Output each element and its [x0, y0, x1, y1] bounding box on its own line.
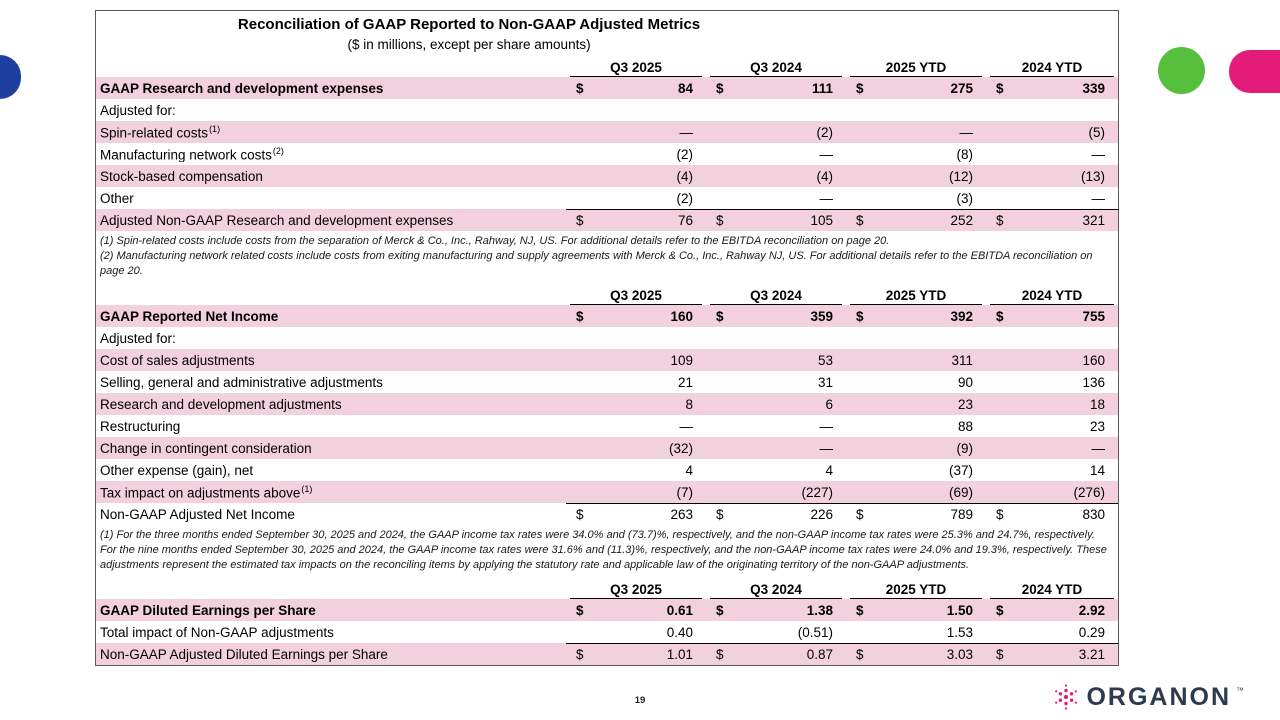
currency-symbol: $: [856, 507, 864, 522]
amount-value: (37): [948, 462, 973, 478]
amount-cell: [846, 437, 986, 459]
currency-symbol: $: [996, 308, 1004, 324]
row-label: [96, 124, 566, 141]
amount-cell: [986, 621, 1118, 643]
amount-value: 53: [817, 352, 833, 368]
table-row: [96, 187, 1118, 209]
amount-value: (7): [676, 484, 693, 500]
trademark-symbol: ™: [1236, 686, 1244, 695]
amount-cell: [706, 371, 846, 393]
amount-value: 105: [810, 213, 833, 228]
organon-logo: [1051, 682, 1244, 712]
amount-value: 1.53: [946, 624, 973, 640]
currency-symbol: $: [716, 602, 724, 618]
amount-cell: [566, 599, 706, 621]
column-header-label: 2025 YTD: [885, 582, 947, 597]
row-label: [96, 103, 566, 118]
amount-value: 252: [950, 213, 973, 228]
column-header-label: 2025 YTD: [885, 288, 947, 303]
table-row: [96, 415, 1118, 437]
table-row: [96, 621, 1118, 643]
footnote: (1) For the three months ended September 30, 2025 and 2024, the GAAP income tax rates were 34.0% and (73.7)%, respectively, and the non-GAAP income tax rates were 25.3% and 24.7%, respectively. For the nine months ended September 30, 2025 and 2024, the GAAP income tax rates were 31.6% and (11.3)%, respectively, and the non-GAAP income tax rates were 24.0% and 19.3%, respectively. These adjustments represent the estimated tax impacts on the reconciling items by applying the statutory rate and applicable law of the originating territory of the non-GAAP adjustments.: [100, 529, 1107, 571]
currency-symbol: $: [996, 213, 1004, 228]
column-header-label: 2024 YTD: [1021, 288, 1083, 303]
currency-symbol: $: [576, 213, 584, 228]
amount-cell: [566, 349, 706, 371]
table-row: [96, 327, 1118, 349]
reconciliation-table: [95, 10, 1119, 666]
amount-value: 226: [810, 507, 833, 522]
amount-value: (9): [956, 440, 973, 456]
amount-value: (32): [668, 440, 693, 456]
amount-cell: [706, 415, 846, 437]
amount-value: (4): [816, 168, 833, 184]
footnotes: [96, 525, 1118, 577]
amount-cell: [846, 327, 986, 349]
amount-cell: [846, 121, 986, 143]
amount-value: —: [1091, 190, 1105, 206]
table-row: [96, 305, 1118, 327]
amount-value: —: [679, 418, 693, 434]
decorative-blue-halfcircle: [0, 55, 21, 99]
amount-cell: [706, 481, 846, 503]
row-label: [96, 397, 566, 412]
amount-cell: [566, 143, 706, 165]
amount-cell: [566, 371, 706, 393]
column-header-row: [96, 283, 1118, 305]
currency-symbol: $: [856, 80, 864, 96]
row-label-text: Non-GAAP Adjusted Net Income: [100, 506, 295, 522]
currency-symbol: $: [856, 647, 864, 662]
amount-cell: [846, 99, 986, 121]
column-header: [990, 577, 1114, 599]
amount-cell: [566, 187, 706, 209]
amount-value: —: [959, 124, 973, 140]
amount-cell: [706, 305, 846, 327]
amount-value: (2): [676, 190, 693, 206]
amount-value: 0.61: [666, 602, 693, 618]
row-label: [96, 375, 566, 390]
row-label-text: Restructuring: [100, 418, 181, 434]
amount-cell: [566, 621, 706, 643]
row-label-text: Adjusted for:: [100, 330, 176, 346]
table-row: [96, 393, 1118, 415]
amount-value: 76: [677, 213, 693, 228]
table-row: [96, 349, 1118, 371]
amount-cell: [706, 77, 846, 99]
currency-symbol: $: [856, 308, 864, 324]
organon-wordmark: ORGANON: [1086, 682, 1231, 711]
amount-value: (3): [956, 190, 973, 206]
footnote: (2) Manufacturing network related costs include costs from exiting manufacturing and supply agreements with Merck & Co., Inc., Rahway NJ, US. For additional details refer to the EBITDA reconciliation on page 20.: [100, 250, 1093, 277]
currency-symbol: $: [576, 80, 584, 96]
row-label: [96, 484, 566, 501]
amount-cell: [846, 349, 986, 371]
decorative-pink-shape: [1229, 50, 1280, 93]
table-row: [96, 371, 1118, 393]
amount-value: 14: [1089, 462, 1105, 478]
row-label-text: Manufacturing network costs: [100, 147, 272, 163]
column-header: [710, 577, 842, 599]
currency-symbol: $: [996, 507, 1004, 522]
amount-value: 111: [811, 80, 833, 96]
currency-symbol: $: [716, 80, 724, 96]
column-header-label: 2025 YTD: [885, 60, 947, 75]
table-row: [96, 459, 1118, 481]
column-header: [570, 283, 702, 305]
amount-value: (227): [801, 484, 833, 500]
row-label: [96, 463, 566, 478]
amount-value: —: [819, 440, 833, 456]
amount-cell: [986, 305, 1118, 327]
amount-value: 3.21: [1078, 647, 1105, 662]
amount-cell: [566, 99, 706, 121]
amount-cell: [846, 143, 986, 165]
amount-cell: [566, 305, 706, 327]
amount-cell: [706, 165, 846, 187]
row-label-text: Other: [100, 190, 134, 206]
amount-cell: [986, 143, 1118, 165]
currency-symbol: $: [576, 507, 584, 522]
amount-value: (8): [956, 146, 973, 162]
page-number: 19: [634, 695, 646, 706]
column-header-label: 2024 YTD: [1021, 60, 1083, 75]
amount-value: 90: [957, 374, 973, 390]
footnote: (1) Spin-related costs include costs from the separation of Merck & Co., Inc., Rahway, NJ, US. For additional details refer to the EBITDA reconciliation on page 20.: [100, 235, 890, 247]
table-row: [96, 209, 1118, 231]
amount-cell: [846, 77, 986, 99]
row-label-text: GAAP Diluted Earnings per Share: [100, 602, 316, 618]
column-header: [990, 283, 1114, 305]
amount-cell: [986, 643, 1118, 665]
row-label: [96, 146, 566, 163]
table-row: [96, 481, 1118, 503]
amount-cell: [846, 187, 986, 209]
currency-symbol: $: [576, 602, 584, 618]
amount-value: —: [819, 418, 833, 434]
column-header-row: [96, 55, 1118, 77]
amount-cell: [566, 77, 706, 99]
amount-value: (4): [676, 168, 693, 184]
amount-cell: [706, 209, 846, 231]
row-label-text: Other expense (gain), net: [100, 462, 254, 478]
amount-cell: [986, 481, 1118, 503]
row-label: [96, 191, 566, 206]
row-label: [96, 647, 566, 662]
amount-value: 789: [950, 507, 973, 522]
amount-cell: [986, 99, 1118, 121]
amount-cell: [706, 621, 846, 643]
amount-cell: [846, 415, 986, 437]
decorative-green-circle: [1158, 47, 1205, 94]
row-label-text: Change in contingent consideration: [100, 440, 312, 456]
amount-value: 136: [1082, 374, 1105, 390]
amount-value: 0.87: [806, 647, 833, 662]
amount-value: 160: [670, 308, 693, 324]
column-header-label: Q3 2024: [750, 582, 802, 597]
row-label-text: Non-GAAP Adjusted Diluted Earnings per Share: [100, 646, 388, 662]
page-title: Reconciliation of GAAP Reported to Non-GAAP Adjusted Metrics: [237, 16, 701, 33]
amount-value: 1.01: [666, 647, 693, 662]
amount-value: 23: [1089, 418, 1105, 434]
amount-value: 1.50: [946, 602, 973, 618]
column-header-label: Q3 2025: [610, 582, 662, 597]
amount-value: 275: [950, 80, 973, 96]
amount-cell: [706, 643, 846, 665]
amount-cell: [986, 349, 1118, 371]
amount-value: 6: [825, 396, 833, 412]
amount-cell: [986, 371, 1118, 393]
amount-value: —: [819, 146, 833, 162]
column-header: [710, 55, 842, 77]
column-header: [850, 283, 982, 305]
currency-symbol: $: [996, 602, 1004, 618]
table-row: [96, 77, 1118, 99]
table-row: [96, 503, 1118, 525]
amount-cell: [846, 621, 986, 643]
amount-value: —: [1091, 440, 1105, 456]
amount-cell: [986, 599, 1118, 621]
amount-cell: [846, 481, 986, 503]
amount-value: —: [679, 124, 693, 140]
amount-cell: [846, 305, 986, 327]
row-label: [96, 353, 566, 368]
amount-cell: [986, 209, 1118, 231]
amount-cell: [986, 437, 1118, 459]
amount-value: 263: [670, 507, 693, 522]
amount-value: (0.51): [797, 624, 833, 640]
amount-cell: [846, 599, 986, 621]
column-header: [850, 577, 982, 599]
amount-cell: [566, 643, 706, 665]
amount-value: 830: [1082, 507, 1105, 522]
currency-symbol: $: [716, 213, 724, 228]
amount-cell: [986, 165, 1118, 187]
amount-value: (2): [676, 146, 693, 162]
column-header: [570, 55, 702, 77]
amount-value: 84: [677, 80, 693, 96]
column-header-label: Q3 2025: [610, 60, 662, 75]
footnote-marker: (2): [272, 145, 284, 156]
tables-root: [96, 55, 1118, 665]
header-spacer: [96, 55, 566, 77]
amount-value: (276): [1073, 484, 1105, 500]
amount-cell: [566, 327, 706, 349]
table-row: [96, 599, 1118, 621]
row-label-text: GAAP Research and development expenses: [100, 80, 384, 96]
amount-value: 31: [817, 374, 833, 390]
amount-cell: [986, 327, 1118, 349]
column-header: [850, 55, 982, 77]
currency-symbol: $: [716, 308, 724, 324]
row-label-text: Total impact of Non-GAAP adjustments: [100, 624, 334, 640]
amount-cell: [566, 415, 706, 437]
row-label-text: Adjusted for:: [100, 102, 176, 118]
amount-cell: [986, 415, 1118, 437]
amount-cell: [566, 503, 706, 525]
amount-value: 3.03: [946, 647, 973, 662]
row-label: [96, 419, 566, 434]
amount-cell: [706, 187, 846, 209]
amount-cell: [706, 459, 846, 481]
amount-value: 0.40: [666, 624, 693, 640]
currency-symbol: $: [576, 647, 584, 662]
amount-value: 0.29: [1078, 624, 1105, 640]
amount-cell: [566, 209, 706, 231]
row-label: [96, 81, 566, 96]
row-label-text: Research and development adjustments: [100, 396, 342, 412]
amount-cell: [846, 393, 986, 415]
row-label-text: Adjusted Non-GAAP Research and development expenses: [100, 212, 454, 228]
amount-cell: [986, 393, 1118, 415]
amount-value: 18: [1089, 396, 1105, 412]
column-header-label: Q3 2024: [750, 288, 802, 303]
row-label: [96, 309, 566, 324]
column-header: [710, 283, 842, 305]
column-header: [570, 577, 702, 599]
amount-cell: [986, 187, 1118, 209]
table-row: [96, 99, 1118, 121]
row-label-text: Tax impact on adjustments above: [100, 485, 301, 501]
table-subtitle: ($ in millions, except per share amounts): [347, 37, 591, 52]
amount-cell: [846, 459, 986, 481]
amount-value: (13): [1080, 168, 1105, 184]
header-spacer: [96, 577, 566, 599]
column-header-label: 2024 YTD: [1021, 582, 1083, 597]
amount-value: (69): [948, 484, 973, 500]
amount-value: 1.38: [806, 602, 833, 618]
row-label: [96, 331, 566, 346]
row-label-text: Cost of sales adjustments: [100, 352, 255, 368]
row-label-text: Spin-related costs: [100, 125, 209, 141]
row-label: [96, 625, 566, 640]
footnotes: [96, 231, 1118, 283]
footnote-marker: (1): [209, 123, 221, 134]
amount-value: 4: [825, 462, 833, 478]
currency-symbol: $: [996, 647, 1004, 662]
amount-cell: [986, 77, 1118, 99]
column-header: [990, 55, 1114, 77]
table-row: [96, 143, 1118, 165]
column-header-row: [96, 577, 1118, 599]
amount-cell: [706, 599, 846, 621]
row-label-text: GAAP Reported Net Income: [100, 308, 279, 324]
row-label: [96, 169, 566, 184]
amount-cell: [846, 503, 986, 525]
row-label-text: Stock-based compensation: [100, 168, 263, 184]
amount-cell: [706, 393, 846, 415]
amount-value: 160: [1082, 352, 1105, 368]
amount-value: 311: [951, 352, 973, 368]
amount-cell: [566, 393, 706, 415]
amount-cell: [846, 165, 986, 187]
amount-value: 321: [1082, 213, 1105, 228]
amount-cell: [986, 121, 1118, 143]
row-label: [96, 507, 566, 522]
amount-cell: [846, 643, 986, 665]
amount-value: 2.92: [1078, 602, 1105, 618]
header-spacer: [96, 283, 566, 305]
amount-cell: [566, 121, 706, 143]
column-header-label: Q3 2025: [610, 288, 662, 303]
amount-cell: [846, 209, 986, 231]
footnote-marker: (1): [301, 483, 313, 494]
amount-cell: [706, 503, 846, 525]
amount-value: 392: [950, 308, 973, 324]
currency-symbol: $: [996, 80, 1004, 96]
amount-value: 8: [685, 396, 693, 412]
table-header: [96, 11, 842, 55]
amount-value: —: [819, 190, 833, 206]
currency-symbol: $: [716, 647, 724, 662]
table-row: [96, 437, 1118, 459]
amount-value: 23: [957, 396, 973, 412]
currency-symbol: $: [856, 213, 864, 228]
amount-value: (2): [816, 124, 833, 140]
amount-cell: [566, 459, 706, 481]
organon-symbol-icon: [1051, 682, 1081, 712]
amount-value: 21: [677, 374, 693, 390]
table-row: [96, 643, 1118, 665]
amount-value: (5): [1088, 124, 1105, 140]
amount-cell: [566, 437, 706, 459]
amount-value: 4: [685, 462, 693, 478]
currency-symbol: $: [576, 308, 584, 324]
currency-symbol: $: [856, 602, 864, 618]
amount-cell: [706, 327, 846, 349]
row-label: [96, 441, 566, 456]
amount-cell: [706, 99, 846, 121]
amount-value: (12): [948, 168, 973, 184]
row-label: [96, 603, 566, 618]
amount-cell: [566, 481, 706, 503]
amount-cell: [566, 165, 706, 187]
amount-value: 339: [1082, 80, 1105, 96]
row-label-text: Selling, general and administrative adjustments: [100, 374, 383, 390]
row-label: [96, 213, 566, 228]
amount-cell: [706, 437, 846, 459]
table-row: [96, 165, 1118, 187]
amount-value: 755: [1082, 308, 1105, 324]
amount-cell: [706, 349, 846, 371]
amount-value: —: [1091, 146, 1105, 162]
amount-value: 88: [957, 418, 973, 434]
amount-cell: [986, 503, 1118, 525]
table-row: [96, 121, 1118, 143]
amount-value: 359: [810, 308, 833, 324]
amount-cell: [986, 459, 1118, 481]
column-header-label: Q3 2024: [750, 60, 802, 75]
amount-cell: [846, 371, 986, 393]
amount-cell: [706, 121, 846, 143]
amount-value: 109: [670, 352, 693, 368]
currency-symbol: $: [716, 507, 724, 522]
amount-cell: [706, 143, 846, 165]
